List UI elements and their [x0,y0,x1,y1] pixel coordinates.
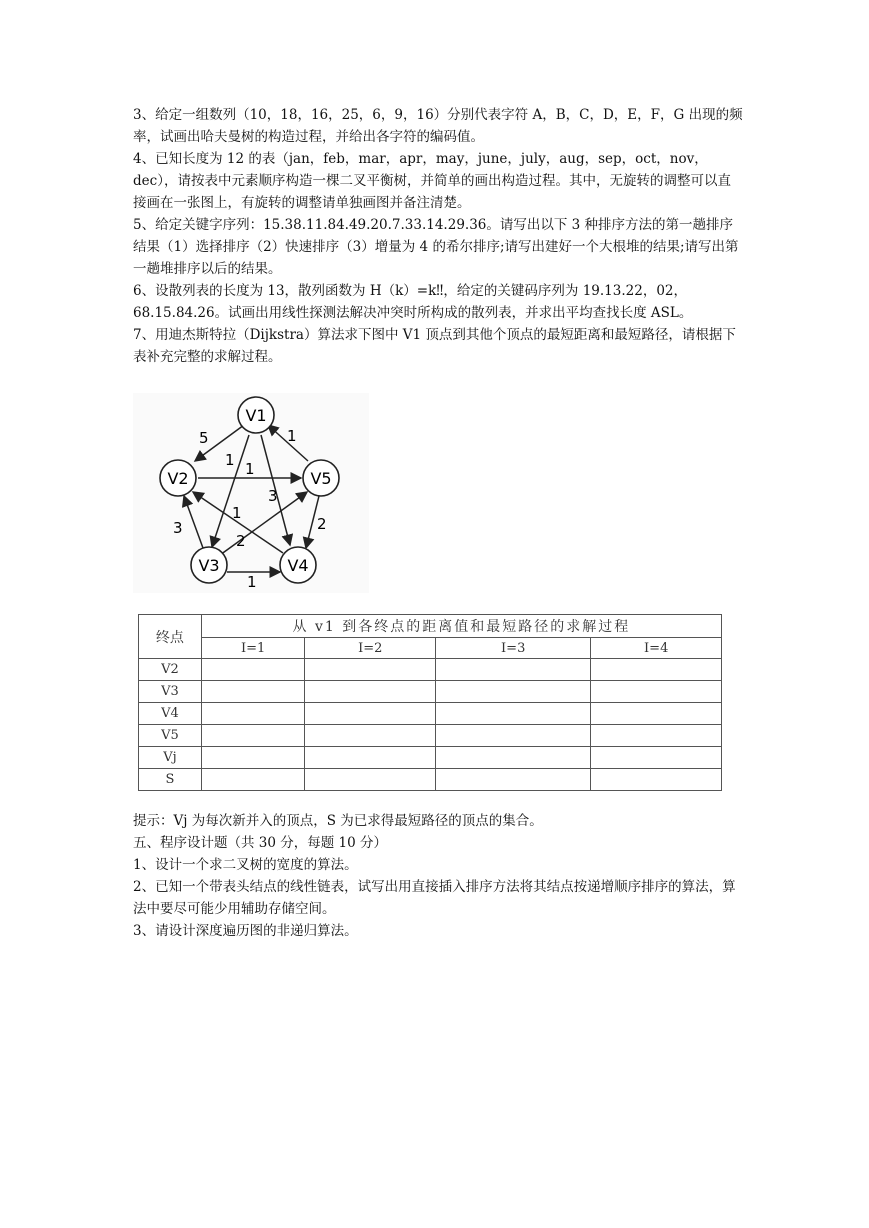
table-cell [201,681,305,703]
edge-v3-v2 [184,496,203,548]
svg-text:V5: V5 [310,469,332,488]
question-3: 3、给定一组数列（10，18，16，25，6，9，16）分别代表字符 A，B，C，D，E，F，G 出现的频率，试画出哈夫曼树的构造过程，并给出各字符的编码值。 [133,107,743,145]
table-cell [435,703,590,725]
row-label: V2 [139,659,202,681]
question-7: 7、用迪杰斯特拉（Dijkstra）算法求下图中 V1 顶点到其他个顶点的最短距离和最短路径，请根据下表补充完整的求解过程。 [133,327,736,365]
table-row [139,681,722,703]
table-row [139,659,722,681]
column-header: I=1 [201,638,305,659]
weight-v1-v2: 5 [199,429,209,447]
table-cell [435,681,590,703]
directed-graph-figure [133,393,369,593]
table-cell [201,703,305,725]
node-v1 [238,397,274,433]
table-cell [201,747,305,769]
section-heading: 五、程序设计题（共 30 分，每题 10 分） [133,835,388,851]
table-cell [591,681,722,703]
table-cell [435,769,590,791]
column-header: I=2 [305,638,436,659]
question-5: 5、给定关键字序列：15.38.11.84.49.20.7.33.14.29.36。请写出以下 3 种排序方法的第一趟排序结果（1）选择排序（2）快速排序（3）增量为 4 的希尔排序;请写出建好一个大根堆的结果;请写出第一趟堆排序以后的结果。 [133,217,739,277]
table-title: 从 v1 到各终点的距离值和最短路径的求解过程 [201,615,721,638]
table-cell [201,769,305,791]
table-cell [305,747,436,769]
table-cell [591,725,722,747]
column-header: I=3 [435,638,590,659]
questions-bottom [133,810,743,942]
table-cell [305,725,436,747]
table-cell [591,659,722,681]
table-row [139,747,722,769]
node-v3 [191,547,227,583]
table-cell [201,659,305,681]
table-cell [591,769,722,791]
table-cell [435,747,590,769]
row-label: V3 [139,681,202,703]
node-v2 [160,460,196,496]
svg-text:V3: V3 [198,556,220,575]
weight-v5-v4: 2 [317,515,327,533]
svg-text:V1: V1 [245,406,267,425]
table-cell [435,659,590,681]
weight-v1-v4: 3 [268,487,278,505]
weight-v2-v5: 1 [245,460,255,478]
row-label: S [139,769,202,791]
table-cell [305,703,436,725]
program-question-1: 1、设计一个求二叉树的宽度的算法。 [133,857,358,873]
question-6: 6、设散列表的长度为 13，散列函数为 H（k）=k‼，给定的关键码序列为 19.13.22，02，68.15.84.26。试画出用线性探测法解决冲突时所构成的散列表，并求出平均查找长度 ASL。 [133,283,693,321]
row-label: V4 [139,703,202,725]
table-cell [305,681,436,703]
table-cell [591,747,722,769]
node-v4 [280,547,316,583]
table-cell [305,659,436,681]
column-header: I=4 [591,638,722,659]
weight-v5-v1: 1 [287,427,297,445]
weight-v3-v5: 2 [236,532,246,550]
svg-text:V4: V4 [287,556,309,575]
question-4: 4、已知长度为 12 的表（jan，feb，mar，apr，may，june，july，aug，sep，oct，nov，dec），请按表中元素顺序构造一棵二叉平衡树，并简单的画出构造过程。其中，无旋转的调整可以直接画在一张图上，有旋转的调整请单独画图并备注清楚。 [133,151,731,211]
weight-v4-v2: 1 [232,504,242,522]
edge-v3-v5 [220,492,307,555]
program-question-3: 3、请设计深度遍历图的非递归算法。 [133,923,358,939]
dijkstra-table [138,614,722,791]
hint-text: 提示：Vj 为每次新并入的顶点，S 为已求得最短路径的顶点的集合。 [133,813,543,829]
table-corner: 终点 [139,615,202,659]
weight-v3-v2: 3 [173,519,183,537]
weight-v3-v4: 1 [247,573,257,591]
table-cell [591,703,722,725]
table-cell [435,725,590,747]
table-cell [305,769,436,791]
svg-text:V2: V2 [167,469,189,488]
row-label: Vj [139,747,202,769]
table-row [139,703,722,725]
table-cell [201,725,305,747]
row-label: V5 [139,725,202,747]
table-row [139,769,722,791]
program-question-2: 2、已知一个带表头结点的线性链表，试写出用直接插入排序方法将其结点按递增顺序排序的算法，算法中要尽可能少用辅助存储空间。 [133,879,736,917]
node-v5 [303,460,339,496]
table-row [139,725,722,747]
weight-v1-v3: 1 [225,451,235,469]
questions-top [133,104,743,368]
